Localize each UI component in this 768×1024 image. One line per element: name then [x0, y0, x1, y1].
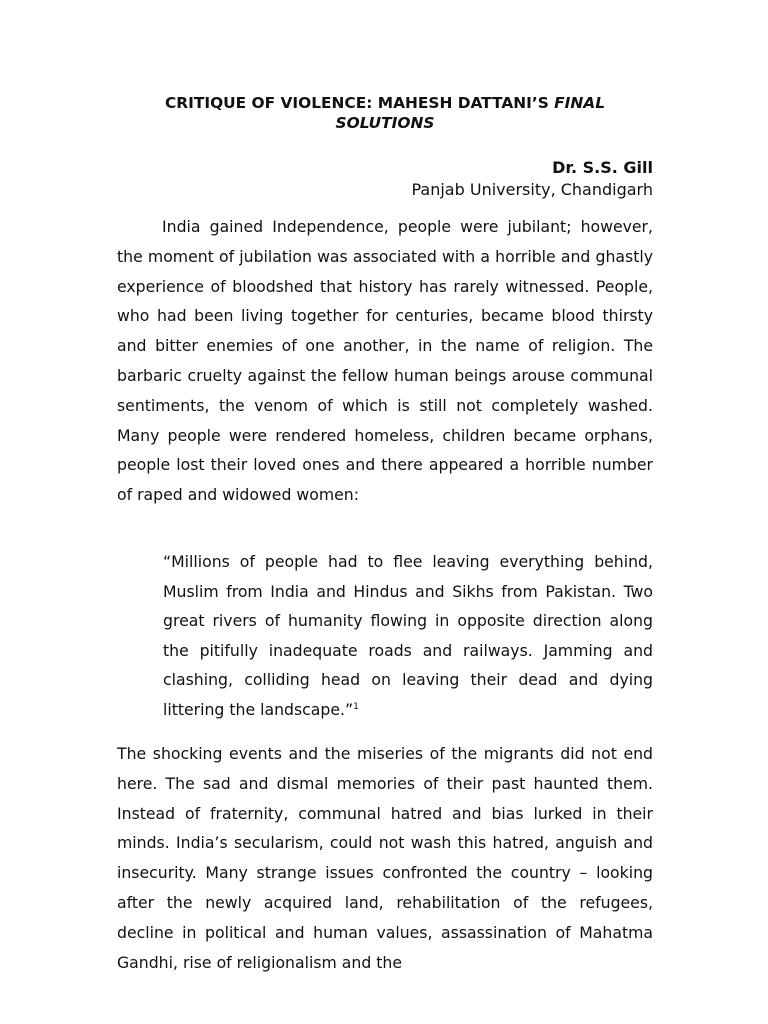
- title-italic-final: FINAL: [554, 94, 605, 112]
- title-italic-solutions: SOLUTIONS: [335, 114, 435, 132]
- body-paragraph-1: India gained Independence, people were jubilant; however, the moment of jubilation was associated with a horrible and ghastly experience of bloodshed that history has rarely witnessed. People, who had been living together for centuries, became blood thirsty and bitter enemies of one another, in the name of religion. The barbaric cruelty against the fellow human beings arouse communal sentiments, the venom of which is still not completely washed. Many people were rendered homeless, children became orphans, people lost their loved ones and there appeared a horrible number of raped and widowed women:: [117, 217, 653, 505]
- quote-text: “Millions of people had to flee leaving everything behind, Muslim from India and Hindus and Sikhs from Pakistan. Two great rivers of humanity flowing in opposite direction along the pitifully inadequate roads and railways. Jamming and clashing, colliding head on leaving their dead and dying littering the landscape.”: [163, 552, 653, 719]
- title-main: CRITIQUE OF VIOLENCE: MAHESH DATTANI’S: [165, 94, 555, 112]
- document-title: [117, 93, 653, 133]
- author-name: Dr. S.S. Gill: [552, 158, 653, 177]
- author-block: [411, 157, 653, 201]
- footnote-marker: 1: [353, 701, 359, 712]
- body-paragraph-2: The shocking events and the miseries of the migrants did not end here. The sad and dismal memories of their past haunted them. Instead of fraternity, communal hatred and bias lurked in their minds. India’s secularism, could not wash this hatred, anguish and insecurity. Many strange issues confronted the country – looking after the newly acquired land, rehabilitation of the refugees, decline in political and human values, assassination of Mahatma Gandhi, rise of religionalism and the: [117, 744, 653, 972]
- document-page: [117, 93, 653, 972]
- author-affiliation: Panjab University, Chandigarh: [411, 180, 653, 199]
- block-quote: [163, 547, 653, 725]
